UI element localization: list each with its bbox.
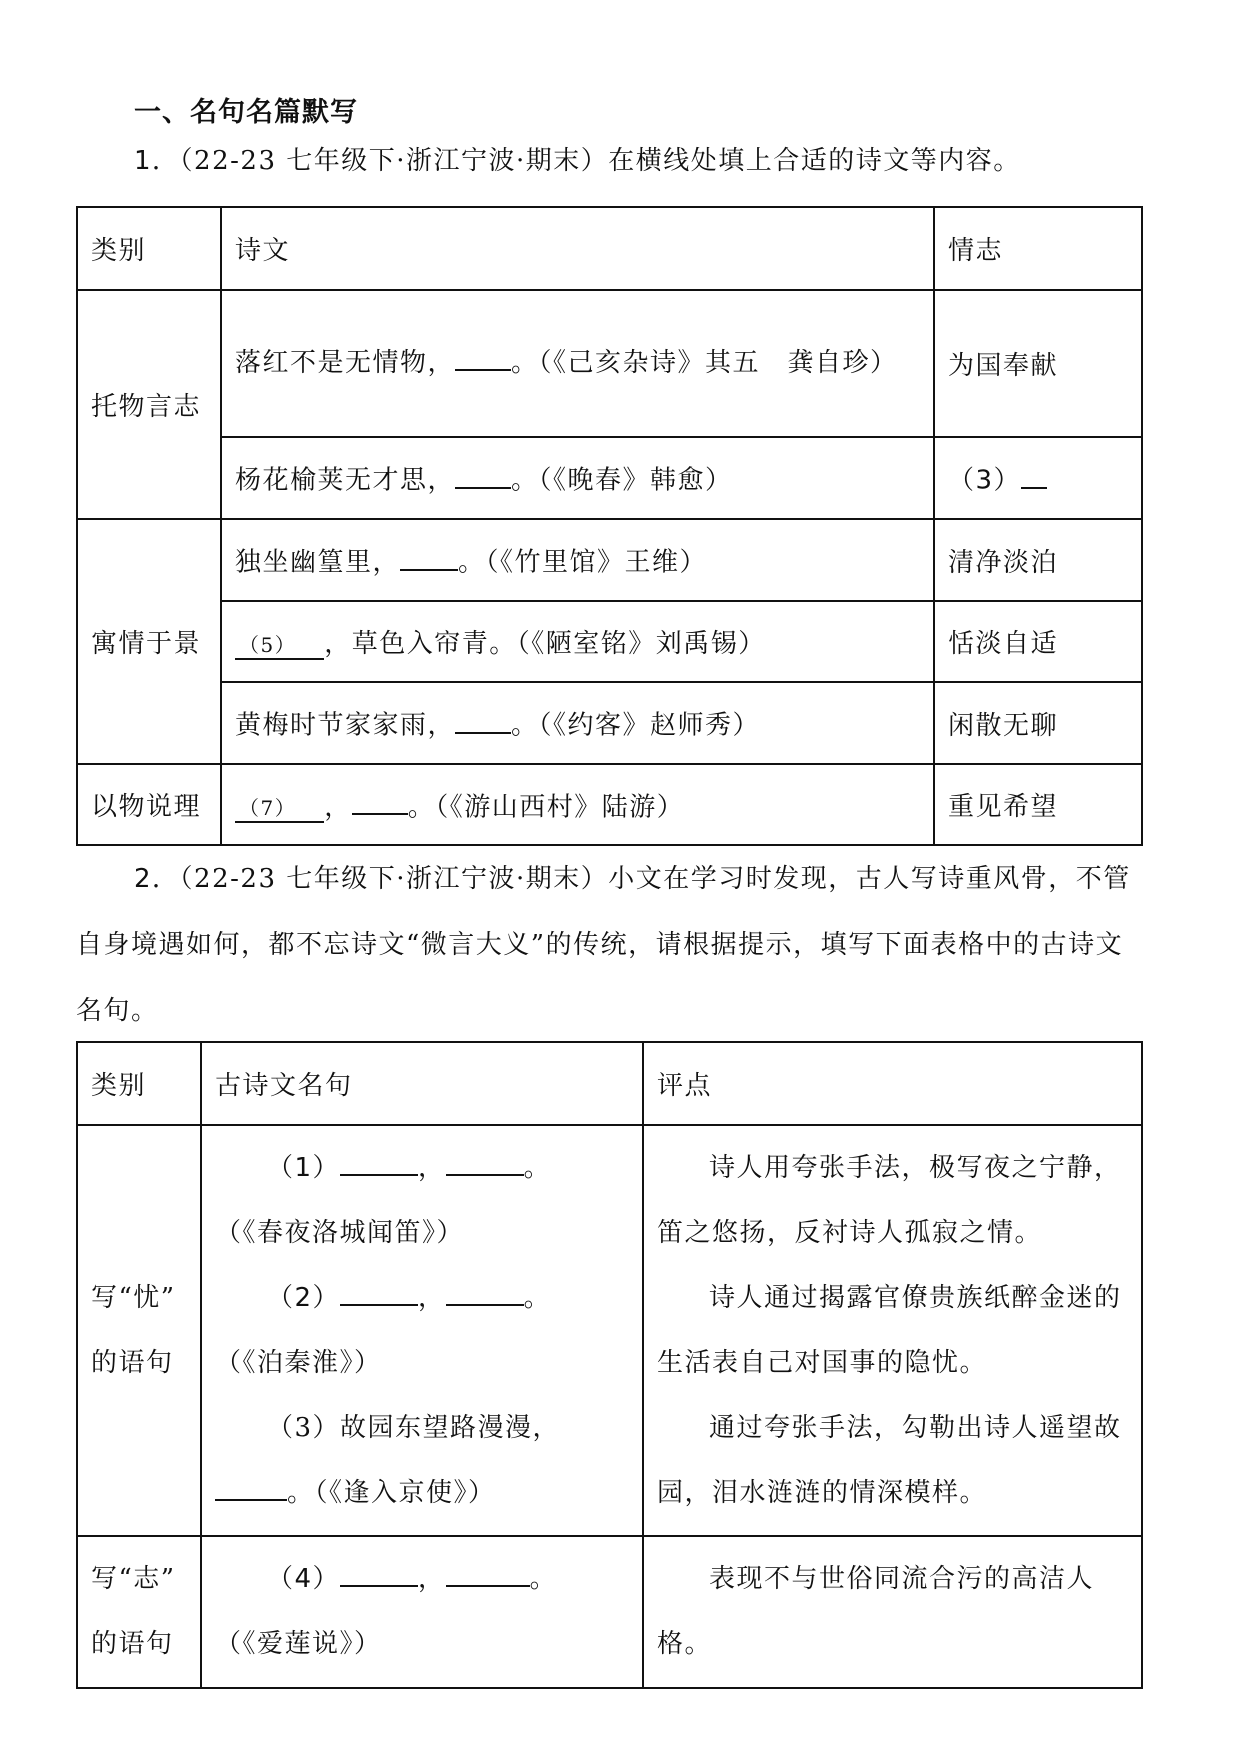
poem-source: 。（《游山西村》陆游） xyxy=(407,792,685,823)
answer-blank[interactable] xyxy=(455,342,511,371)
question-1-number: 1． xyxy=(134,146,180,176)
quote-comma: ， xyxy=(418,1564,446,1594)
header-category: 类别 xyxy=(77,1042,201,1125)
quote-period: 。 xyxy=(523,1152,552,1183)
answer-blank[interactable] xyxy=(352,786,408,815)
poem-cell xyxy=(221,519,934,601)
quote-cell xyxy=(201,1536,643,1688)
poem-source: 。（《约客》赵师秀） xyxy=(511,710,761,741)
table-row xyxy=(77,519,1142,601)
answer-blank[interactable] xyxy=(446,1146,524,1175)
table-header-row xyxy=(77,207,1142,290)
table-row xyxy=(77,290,1142,437)
poem-text: 黄梅时节家家雨， xyxy=(235,710,456,741)
answer-blank[interactable] xyxy=(400,541,458,570)
table-row xyxy=(77,601,1142,682)
poem-text: 独坐幽篁里， xyxy=(235,547,401,578)
comment-text: 诗人通过揭露官僚贵族纸醉金迷的生活表自己对国事的隐忧。 xyxy=(657,1282,1122,1378)
blank-number: （2） xyxy=(267,1282,341,1313)
poem-source: 。（《己亥杂诗》其五 龚自珍） xyxy=(511,348,898,378)
table-row xyxy=(77,437,1142,519)
poem-cell xyxy=(221,437,934,519)
emotion-cell: 重见希望 xyxy=(934,764,1142,845)
answer-blank[interactable] xyxy=(455,704,511,733)
answer-blank[interactable] xyxy=(446,1276,524,1305)
poem-source: ，草色入帘青。（《陋室铭》刘禹锡） xyxy=(324,629,766,659)
emotion-cell: 清净淡泊 xyxy=(934,519,1142,601)
poem-comma: ， xyxy=(324,792,352,823)
quote-source: 。（《逢入京使》） xyxy=(287,1477,496,1508)
emotion-cell: 为国奉献 xyxy=(934,290,1142,437)
quote-cell xyxy=(201,1125,643,1536)
emotion-cell: 恬淡自适 xyxy=(934,601,1142,682)
quote-comma: ， xyxy=(418,1152,446,1183)
emotion-cell xyxy=(934,437,1142,519)
answer-blank[interactable] xyxy=(340,1146,418,1175)
quote-line xyxy=(215,1136,629,1201)
table-row xyxy=(77,764,1142,845)
group-label: 以物说理 xyxy=(77,764,221,845)
header-category: 类别 xyxy=(77,207,221,290)
category-cell xyxy=(77,1125,201,1536)
question-2-number: 2． xyxy=(134,864,180,894)
comment-text: 表现不与世俗同流合污的高洁人格。 xyxy=(657,1564,1095,1659)
answer-blank[interactable]: （5） xyxy=(235,629,324,660)
category-line: 的语句 xyxy=(91,1347,174,1378)
poem-cell xyxy=(221,290,934,437)
quote-source: （《春夜洛城闻笛》） xyxy=(215,1217,465,1248)
emotion-cell: 闲散无聊 xyxy=(934,682,1142,764)
answer-blank[interactable] xyxy=(1021,459,1047,488)
comment-text: 诗人用夸张手法，极写夜之宁静，笛之悠扬，反衬诗人孤寂之情。 xyxy=(657,1152,1122,1248)
poem-cell xyxy=(221,682,934,764)
answer-blank[interactable] xyxy=(446,1558,530,1587)
question-2-table xyxy=(76,1041,1143,1689)
answer-blank[interactable] xyxy=(340,1276,418,1305)
category-cell xyxy=(77,1536,201,1688)
group-label: 托物言志 xyxy=(77,290,221,519)
poem-text: 杨花榆荚无才思， xyxy=(235,465,456,496)
comment-cell xyxy=(643,1125,1142,1536)
quote-line: （3）故园东望路漫漫， xyxy=(267,1412,561,1443)
answer-blank[interactable] xyxy=(340,1558,418,1587)
table-header-row xyxy=(77,1042,1142,1125)
header-poem: 诗文 xyxy=(221,207,934,290)
question-1-prompt xyxy=(134,140,1021,177)
header-emotion: 情志 xyxy=(934,207,1142,290)
question-2-text: （22-23 七年级下·浙江宁波·期末）小文在学习时发现，古人写诗重风骨，不管 xyxy=(179,864,1131,894)
quote-line xyxy=(215,1461,629,1526)
category-line: 写“志” xyxy=(91,1564,176,1594)
quote-source: （《爱莲说》） xyxy=(215,1629,382,1659)
blank-number: （1） xyxy=(267,1152,341,1183)
header-comment: 评点 xyxy=(643,1042,1142,1125)
blank-number: （4） xyxy=(267,1564,341,1594)
question-1-text: （22-23 七年级下·浙江宁波·期末）在横线处填上合适的诗文等内容。 xyxy=(179,146,1021,176)
quote-comma: ， xyxy=(418,1282,446,1313)
comment-text: 通过夸张手法，勾勒出诗人遥望故园，泪水涟涟的情深模样。 xyxy=(657,1412,1122,1508)
header-quote: 古诗文名句 xyxy=(201,1042,643,1125)
group-label: 寓情于景 xyxy=(77,519,221,764)
section-title: 一、名句名篇默写 xyxy=(134,97,358,128)
poem-source: 。（《晚春》韩愈） xyxy=(511,465,733,496)
question-2-line-3: 名句。 xyxy=(76,996,159,1026)
table-row xyxy=(77,682,1142,764)
category-line: 写“忧” xyxy=(91,1282,176,1313)
question-2-line-2: 自身境遇如何，都不忘诗文“微言大义”的传统，请根据提示，填写下面表格中的古诗文 xyxy=(76,930,1124,960)
question-1-table xyxy=(76,206,1143,846)
table-row xyxy=(77,1125,1142,1536)
poem-source: 。（《竹里馆》王维） xyxy=(458,547,708,578)
quote-period: 。 xyxy=(529,1564,558,1594)
quote-line xyxy=(215,1547,629,1612)
poem-cell xyxy=(221,764,934,845)
poem-cell xyxy=(221,601,934,682)
quote-period: 。 xyxy=(523,1282,552,1313)
poem-text: 落红不是无情物， xyxy=(235,348,456,378)
answer-blank[interactable] xyxy=(215,1471,287,1500)
table-row xyxy=(77,1536,1142,1688)
comment-cell xyxy=(643,1536,1142,1688)
blank-number: （3） xyxy=(948,465,1022,496)
quote-line xyxy=(215,1266,629,1331)
category-line: 的语句 xyxy=(91,1629,174,1659)
answer-blank[interactable] xyxy=(455,459,511,488)
answer-blank[interactable]: （7） xyxy=(235,792,324,823)
quote-source: （《泊秦淮》） xyxy=(215,1347,382,1378)
question-2-line-1 xyxy=(134,858,1131,895)
